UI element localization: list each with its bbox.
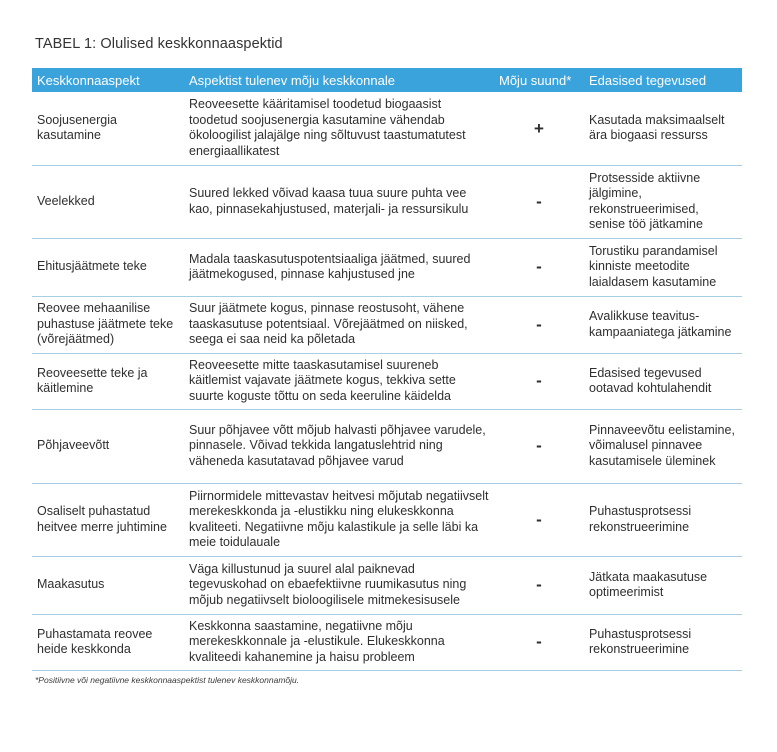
aspect-cell: Osaliselt puhastatud heitvee merre juhtimine bbox=[32, 483, 184, 556]
environmental-aspects-table bbox=[32, 68, 742, 671]
table-row bbox=[32, 238, 742, 296]
direction-negative: - bbox=[494, 556, 584, 614]
aspect-cell: Ehitusjäätmete teke bbox=[32, 238, 184, 296]
table-row bbox=[32, 614, 742, 670]
actions-cell: Jätkata maakasutuse optimeerimist bbox=[584, 556, 742, 614]
impact-cell: Keskkonna saastamine, negatiivne mõju merekeskkonnale ja -elustikule. Elukeskkonna kvaliteedi kahanemine ja haisu probleem bbox=[184, 614, 494, 670]
actions-cell: Protsesside aktiivne jälgimine, rekonstrueerimised, senise töö jätkamine bbox=[584, 165, 742, 238]
aspect-cell: Reovee mehaanilise puhastuse jäätmete teke (võrejäätmed) bbox=[32, 296, 184, 353]
aspect-cell: Puhastamata reovee heide keskkonda bbox=[32, 614, 184, 670]
impact-cell: Väga killustunud ja suurel alal paiknevad tegevuskohad on ebaefektiivne ruumikasutus ning mõjub negatiivselt bioloogilisele mitmekesisusele bbox=[184, 556, 494, 614]
table-row bbox=[32, 556, 742, 614]
table-row bbox=[32, 483, 742, 556]
impact-cell: Piirnormidele mittevastav heitvesi mõjutab negatiivselt merekeskkonda ja -elustikku ning elukeskkonna kvaliteeti. Negatiivne mõju kalastikule ja selle läbi ka meie toidulauale bbox=[184, 483, 494, 556]
table-title: TABEL 1: Olulised keskkonnaaspektid bbox=[35, 36, 283, 52]
direction-negative: - bbox=[494, 165, 584, 238]
actions-cell: Edasised tegevused ootavad kohtulahendit bbox=[584, 353, 742, 409]
column-header-impact: Aspektist tulenev mõju keskkonnale bbox=[184, 68, 494, 92]
aspect-cell: Reoveesette teke ja käitlemine bbox=[32, 353, 184, 409]
impact-cell: Reoveesette kääritamisel toodetud biogaasist toodetud soojusenergia kasutamine vähendab ökoloogilist jalajälge ning sõltuvust taastumatutest energiaallikatest bbox=[184, 92, 494, 165]
column-header-direction: Mõju suund* bbox=[494, 68, 584, 92]
aspect-cell: Põhjaveevõtt bbox=[32, 409, 184, 483]
actions-cell: Puhastusprotsessi rekonstrueerimine bbox=[584, 614, 742, 670]
direction-negative: - bbox=[494, 409, 584, 483]
footnote: *Positiivne või negatiivne keskkonnaaspektist tulenev keskkonnamõju. bbox=[35, 675, 300, 685]
actions-cell: Avalikkuse teavitus-kampaaniatega jätkamine bbox=[584, 296, 742, 353]
table-row bbox=[32, 165, 742, 238]
direction-negative: - bbox=[494, 614, 584, 670]
impact-cell: Reoveesette mitte taaskasutamisel suureneb käitlemist vajavate jäätmete kogus, tekkiva sette suurte koguste tõttu on seda keeruline käidelda bbox=[184, 353, 494, 409]
table-row bbox=[32, 409, 742, 483]
impact-cell: Suured lekked võivad kaasa tuua suure puhta vee kao, pinnasekahjustused, materjali- ja ressursikulu bbox=[184, 165, 494, 238]
column-header-aspect: Keskkonnaaspekt bbox=[32, 68, 184, 92]
table-row bbox=[32, 353, 742, 409]
direction-negative: - bbox=[494, 296, 584, 353]
table-row bbox=[32, 92, 742, 165]
direction-negative: - bbox=[494, 483, 584, 556]
actions-cell: Kasutada maksimaalselt ära biogaasi ressurss bbox=[584, 92, 742, 165]
aspect-cell: Maakasutus bbox=[32, 556, 184, 614]
column-header-actions: Edasised tegevused bbox=[584, 68, 742, 92]
table-header-row bbox=[32, 68, 742, 92]
impact-cell: Madala taaskasutuspotentsiaaliga jäätmed, suured jäätmekogused, pinnase kahjustused jne bbox=[184, 238, 494, 296]
direction-negative: - bbox=[494, 353, 584, 409]
impact-cell: Suur põhjavee võtt mõjub halvasti põhjavee varudele, pinnasele. Võivad tekkida langatuslehtrid ning väheneda kasutatavad põhjavee varud bbox=[184, 409, 494, 483]
aspect-cell: Soojusenergia kasutamine bbox=[32, 92, 184, 165]
direction-negative: - bbox=[494, 238, 584, 296]
actions-cell: Torustiku parandamisel kinniste meetodite laialdasem kasutamine bbox=[584, 238, 742, 296]
impact-cell: Suur jäätmete kogus, pinnase reostusoht, vähene taaskasutuse potentsiaal. Võrejäätmed on niisked, seega ei saa neid ka põletada bbox=[184, 296, 494, 353]
direction-positive: + bbox=[494, 92, 584, 165]
table-row bbox=[32, 296, 742, 353]
actions-cell: Puhastusprotsessi rekonstrueerimine bbox=[584, 483, 742, 556]
aspect-cell: Veelekked bbox=[32, 165, 184, 238]
actions-cell: Pinnaveevõtu eelistamine, võimalusel pinnavee kasutamisele üleminek bbox=[584, 409, 742, 483]
